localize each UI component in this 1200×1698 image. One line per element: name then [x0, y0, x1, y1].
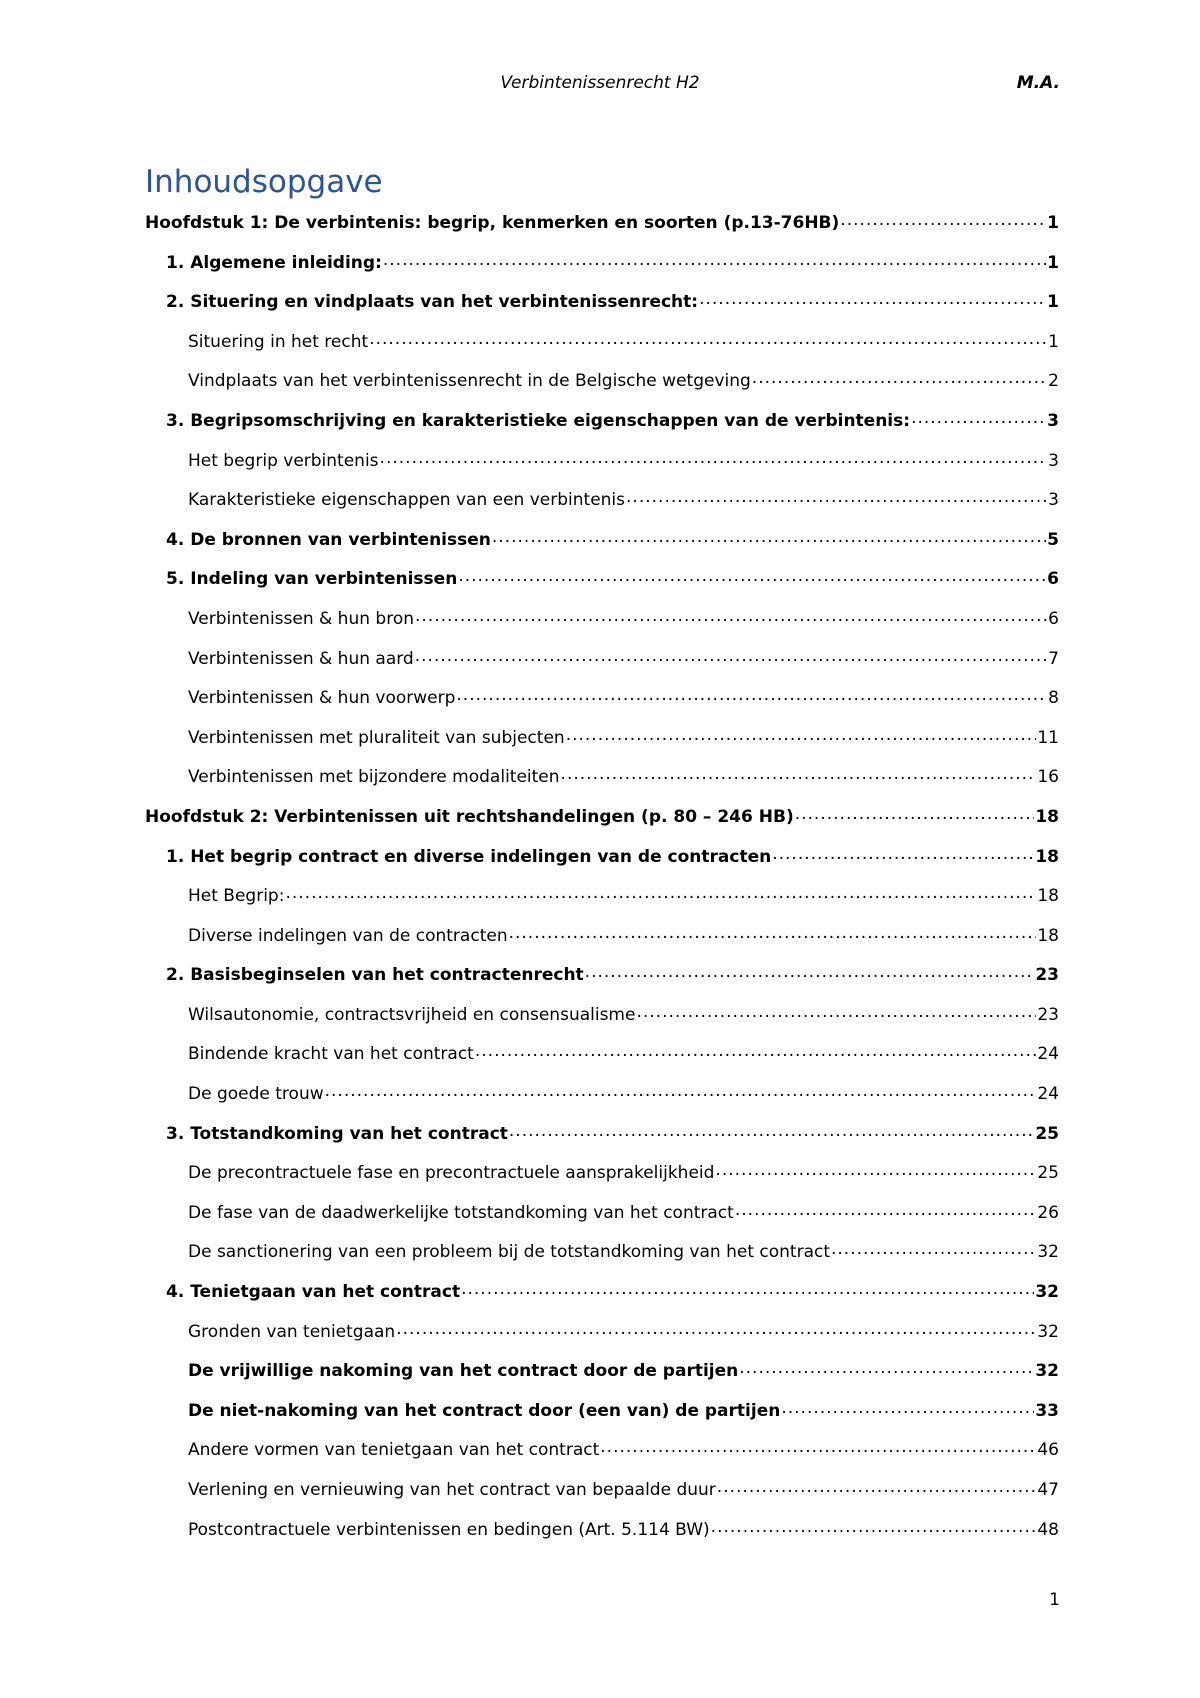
toc-leader-dots — [415, 607, 1047, 624]
toc-entry-page: 47 — [1037, 1480, 1059, 1500]
toc-entry-page: 32 — [1035, 1361, 1059, 1382]
toc-entry[interactable] — [145, 330, 1059, 370]
toc-leader-dots — [739, 1359, 1034, 1376]
toc-leader-dots — [911, 409, 1046, 426]
toc-heading: Inhoudsopgave — [145, 164, 383, 200]
toc-leader-dots — [585, 963, 1035, 980]
toc-leader-dots — [600, 1438, 1036, 1455]
toc-entry-text[interactable]: Verbintenissen met bijzondere modaliteiten — [188, 767, 560, 788]
toc-entry[interactable] — [145, 369, 1059, 409]
toc-entry-page: 1 — [1047, 252, 1059, 273]
toc-entry-text[interactable]: Het begrip verbintenis — [188, 450, 379, 471]
toc-entry-text[interactable]: 2. Situering en vindplaats van het verbintenissenrecht: — [166, 292, 699, 313]
toc-entry-text[interactable]: De fase van de daadwerkelijke totstandkoming van het contract — [188, 1202, 734, 1223]
toc-entry[interactable] — [145, 1518, 1059, 1558]
toc-entry-text[interactable]: 4. Tenietgaan van het contract — [166, 1282, 461, 1303]
toc-entry-text[interactable]: Hoofdstuk 1: De verbintenis: begrip, kenmerken en soorten (p.13-76HB) — [145, 213, 840, 233]
toc-entry-text[interactable]: Wilsautonomie, contractsvrijheid en consensualisme — [188, 1004, 636, 1025]
toc-leader-dots — [781, 1399, 1034, 1416]
toc-entry[interactable] — [145, 1161, 1059, 1201]
toc-entry-page: 8 — [1048, 688, 1059, 709]
toc-entry-text[interactable]: Verbintenissen & hun bron — [188, 608, 414, 629]
toc-entry[interactable] — [145, 211, 1059, 251]
toc-entry-text[interactable]: De vrijwillige nakoming van het contract door de partijen — [188, 1361, 739, 1382]
toc-entry[interactable] — [145, 1320, 1059, 1360]
document-title: Verbintenissenrecht H2 — [500, 73, 700, 93]
toc-leader-dots — [325, 1082, 1037, 1099]
toc-entry-page: 3 — [1047, 410, 1059, 431]
toc-entry[interactable] — [145, 607, 1059, 647]
toc-entry[interactable] — [145, 1201, 1059, 1241]
toc-leader-dots — [711, 1518, 1037, 1535]
toc-leader-dots — [509, 1122, 1034, 1139]
toc-entry-text[interactable]: Situering in het recht — [188, 331, 369, 352]
toc-entry-text[interactable]: Andere vormen van tenietgaan van het contract — [188, 1440, 600, 1461]
toc-leader-dots — [626, 488, 1047, 505]
toc-entry[interactable] — [145, 1042, 1059, 1082]
toc-leader-dots — [752, 369, 1047, 386]
toc-entry[interactable] — [145, 963, 1059, 1003]
toc-leader-dots — [458, 567, 1046, 584]
toc-entry-page: 7 — [1048, 648, 1059, 669]
toc-entry[interactable] — [145, 1003, 1059, 1043]
toc-entry[interactable] — [145, 567, 1059, 607]
toc-entry-page: 32 — [1035, 1282, 1059, 1303]
toc-leader-dots — [415, 647, 1047, 664]
toc-entry-text[interactable]: Gronden van tenietgaan — [188, 1321, 396, 1342]
toc-entry-text[interactable]: 4. De bronnen van verbintenissen — [166, 529, 491, 550]
toc-leader-dots — [380, 449, 1048, 466]
toc-leader-dots — [456, 686, 1047, 703]
toc-entry-page: 16 — [1037, 767, 1059, 788]
page-number-value: 1 — [1049, 1590, 1060, 1610]
toc-entry-text[interactable]: Vindplaats van het verbintenissenrecht in de Belgische wetgeving — [188, 371, 751, 392]
toc-entry[interactable] — [145, 1478, 1059, 1518]
toc-entry[interactable] — [145, 726, 1059, 766]
toc-entry-text[interactable]: De goede trouw — [188, 1084, 324, 1105]
toc-leader-dots — [475, 1042, 1037, 1059]
toc-entry-page: 18 — [1037, 886, 1059, 907]
toc-leader-dots — [699, 290, 1046, 307]
toc-entry[interactable] — [145, 1359, 1059, 1399]
toc-entry-page: 11 — [1037, 727, 1059, 748]
toc-entry-page: 18 — [1037, 925, 1059, 946]
toc-leader-dots — [396, 1320, 1036, 1337]
toc-leader-dots — [509, 924, 1037, 941]
toc-leader-dots — [735, 1201, 1037, 1218]
toc-entry[interactable] — [145, 924, 1059, 964]
toc-entry-text[interactable]: Verlening en vernieuwing van het contract van bepaalde duur — [188, 1480, 716, 1500]
toc-entry[interactable] — [145, 1399, 1059, 1439]
toc-entry-text[interactable]: 3. Begripsomschrijving en karakteristieke eigenschappen van de verbintenis: — [166, 410, 911, 431]
toc-entry-page: 3 — [1048, 450, 1059, 471]
toc-entry[interactable] — [145, 1280, 1059, 1320]
toc-entry-page: 23 — [1035, 965, 1059, 986]
author-initials: M.A. — [1016, 73, 1060, 93]
toc-entry[interactable] — [145, 1122, 1059, 1162]
toc-entry-page: 48 — [1037, 1519, 1059, 1540]
toc-entry[interactable] — [145, 765, 1059, 805]
toc-entry-page: 32 — [1037, 1321, 1059, 1342]
toc-entry[interactable] — [145, 805, 1059, 845]
toc-entry-text[interactable]: Verbintenissen met pluraliteit van subjecten — [188, 727, 565, 748]
toc-entry-page: 2 — [1048, 371, 1059, 392]
toc-entry[interactable] — [145, 528, 1059, 568]
toc-entry[interactable] — [145, 251, 1059, 291]
toc-entry-page: 24 — [1037, 1084, 1059, 1105]
toc-leader-dots — [285, 884, 1036, 901]
toc-entry[interactable] — [145, 1438, 1059, 1478]
page-number — [0, 1590, 1200, 1610]
toc-entry-text[interactable]: 1. Het begrip contract en diverse indelingen van de contracten — [166, 846, 772, 867]
toc-entry-text[interactable]: Verbintenissen & hun aard — [188, 648, 414, 669]
toc-entry[interactable] — [145, 488, 1059, 528]
toc-entry-page: 25 — [1035, 1123, 1059, 1144]
toc-leader-dots — [717, 1478, 1037, 1495]
toc-leader-dots — [831, 1240, 1036, 1257]
toc-entry[interactable] — [145, 1240, 1059, 1280]
toc-leader-dots — [636, 1003, 1036, 1020]
toc-leader-dots — [461, 1280, 1034, 1297]
toc-entry[interactable] — [145, 686, 1059, 726]
toc-entry-text[interactable]: 5. Indeling van verbintenissen — [166, 569, 458, 590]
toc-entry-text[interactable]: 2. Basisbeginselen van het contractenrecht — [166, 965, 584, 986]
toc-entry-page: 18 — [1035, 846, 1059, 867]
toc-entry-page: 1 — [1047, 213, 1059, 233]
toc-entry-text[interactable]: Hoofdstuk 2: Verbintenissen uit rechtshandelingen (p. 80 – 246 HB) — [145, 806, 794, 827]
table-of-contents — [145, 211, 1059, 1557]
toc-leader-dots — [772, 845, 1034, 862]
toc-entry-page: 18 — [1035, 806, 1059, 827]
toc-leader-dots — [369, 330, 1047, 347]
toc-entry[interactable] — [145, 409, 1059, 449]
toc-entry-page: 46 — [1037, 1440, 1059, 1461]
toc-entry[interactable] — [145, 647, 1059, 687]
toc-entry-page: 25 — [1037, 1163, 1059, 1184]
toc-entry[interactable] — [145, 449, 1059, 489]
toc-entry-page: 32 — [1037, 1242, 1059, 1263]
toc-entry[interactable] — [145, 1082, 1059, 1122]
toc-entry-text[interactable]: De niet-nakoming van het contract door (een van) de partijen — [188, 1400, 781, 1421]
toc-entry-page: 1 — [1047, 292, 1059, 313]
toc-entry-text[interactable]: Bindende kracht van het contract — [188, 1044, 474, 1065]
toc-leader-dots — [715, 1161, 1036, 1178]
toc-entry-text[interactable]: Karakteristieke eigenschappen van een verbintenis — [188, 490, 626, 511]
toc-entry[interactable] — [145, 884, 1059, 924]
toc-entry-page: 5 — [1047, 529, 1059, 550]
toc-entry-text[interactable]: 1. Algemene inleiding: — [166, 252, 382, 273]
toc-entry[interactable] — [145, 290, 1059, 330]
toc-entry[interactable] — [145, 845, 1059, 885]
toc-leader-dots — [561, 765, 1037, 782]
toc-entry-text[interactable]: Het Begrip: — [188, 886, 285, 907]
toc-entry-text[interactable]: 3. Totstandkoming van het contract — [166, 1123, 508, 1144]
toc-leader-dots — [383, 251, 1046, 268]
toc-leader-dots — [840, 211, 1046, 228]
toc-leader-dots — [795, 805, 1035, 822]
toc-entry-page: 6 — [1047, 569, 1059, 590]
toc-leader-dots — [492, 528, 1046, 545]
toc-entry-text[interactable]: Verbintenissen & hun voorwerp — [188, 688, 456, 709]
toc-entry-page: 23 — [1037, 1004, 1059, 1025]
toc-entry-text[interactable]: Diverse indelingen van de contracten — [188, 925, 508, 946]
page-header — [0, 73, 1200, 97]
toc-leader-dots — [566, 726, 1037, 743]
toc-entry-page: 3 — [1048, 490, 1059, 511]
toc-entry-text[interactable]: De precontractuele fase en precontractuele aansprakelijkheid — [188, 1163, 715, 1184]
toc-entry-text[interactable]: De sanctionering van een probleem bij de totstandkoming van het contract — [188, 1242, 830, 1263]
toc-entry-text[interactable]: Postcontractuele verbintenissen en bedingen (Art. 5.114 BW) — [188, 1519, 710, 1540]
toc-entry-page: 24 — [1037, 1044, 1059, 1065]
toc-entry-page: 6 — [1048, 608, 1059, 629]
toc-entry-page: 1 — [1048, 331, 1059, 352]
toc-entry-page: 26 — [1037, 1202, 1059, 1223]
toc-entry-page: 33 — [1035, 1400, 1059, 1421]
